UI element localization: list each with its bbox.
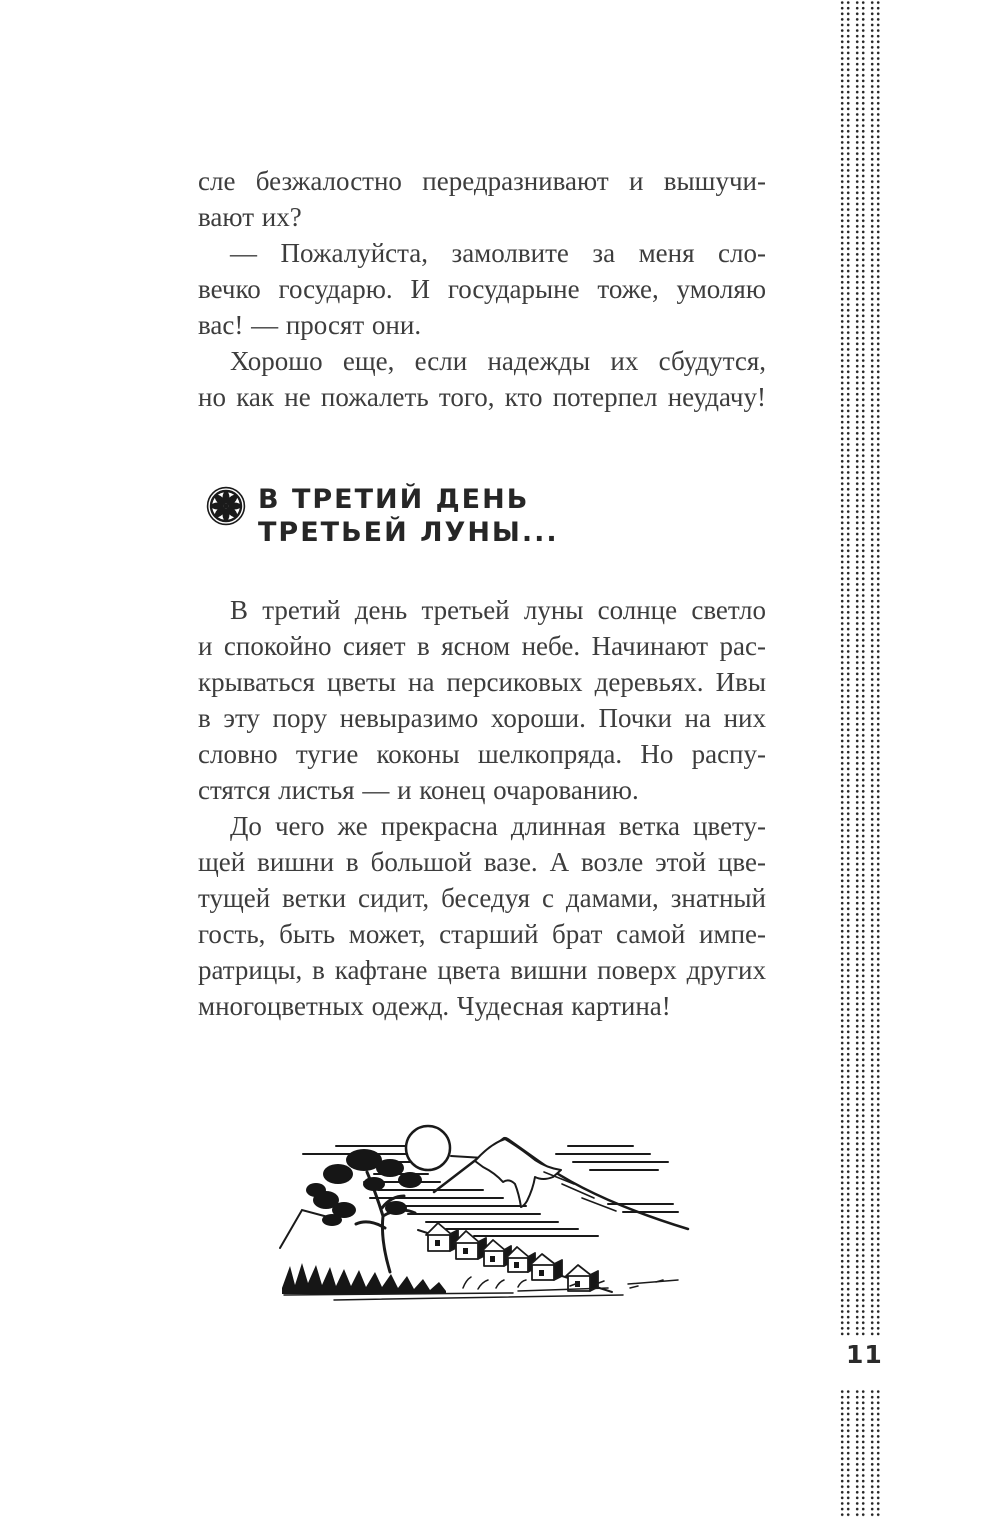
text-line: гость, быть может, старший брат самой импе- [198, 919, 766, 949]
text-line: вают их? [198, 202, 302, 232]
text-line: вечко государю. И государыне тоже, умоляю [198, 274, 766, 304]
text-line: щей вишни в большой вазе. А возле этой цве- [198, 847, 766, 877]
hill [280, 1210, 328, 1248]
text-line: В третий день третьей луны солнце светло [230, 595, 766, 625]
sun [406, 1126, 450, 1170]
text-line: стятся листья — и конец очарованию. [198, 775, 639, 805]
text-line: сле безжалостно передразнивают и вышучи- [198, 166, 766, 196]
grass [282, 1263, 446, 1294]
dotted-border-bottom [840, 1389, 885, 1517]
page-number: 11 [846, 1340, 883, 1369]
text-line: крываться цветы на персиковых деревьях. Ивы [198, 667, 766, 697]
text-line: словно тугие коконы шелкопряда. Но распу- [198, 739, 766, 769]
section-heading-line2: ТРЕТЬЕЙ ЛУНЫ... [258, 517, 559, 548]
text-line: и спокойно сияет в ясном небе. Начинают рас- [198, 631, 766, 661]
text-line: в эту пору невыразимо хороши. Почки на них [198, 703, 766, 733]
houses [426, 1223, 598, 1291]
body-text-block-main [198, 592, 766, 1024]
text-line: но как не пожалеть того, кто потерпел неудачу! [198, 382, 766, 412]
dotted-border-top [840, 0, 885, 1336]
section-heading-line1: В ТРЕТИЙ ДЕНЬ [258, 484, 530, 515]
mountain [434, 1138, 688, 1229]
text-line: многоцветных одежд. Чудесная картина! [198, 991, 671, 1021]
text-line: ратрицы, в кафтане цвета вишни поверх других [198, 955, 766, 985]
section-heading [258, 483, 559, 549]
flower-medallion-icon [206, 486, 246, 526]
text-line: До чего же прекрасна длинная ветка цвету- [230, 811, 766, 841]
text-line: — Пожалуйста, замолвите за меня сло- [230, 238, 766, 268]
text-line: тущей ветки сидит, беседуя с дамами, знатный [198, 883, 766, 913]
text-line: вас! — просят они. [198, 310, 422, 340]
body-text-block-top [198, 163, 766, 415]
landscape-illustration [278, 1116, 692, 1306]
text-line: Хорошо еще, если надежды их сбудутся, [230, 346, 766, 376]
